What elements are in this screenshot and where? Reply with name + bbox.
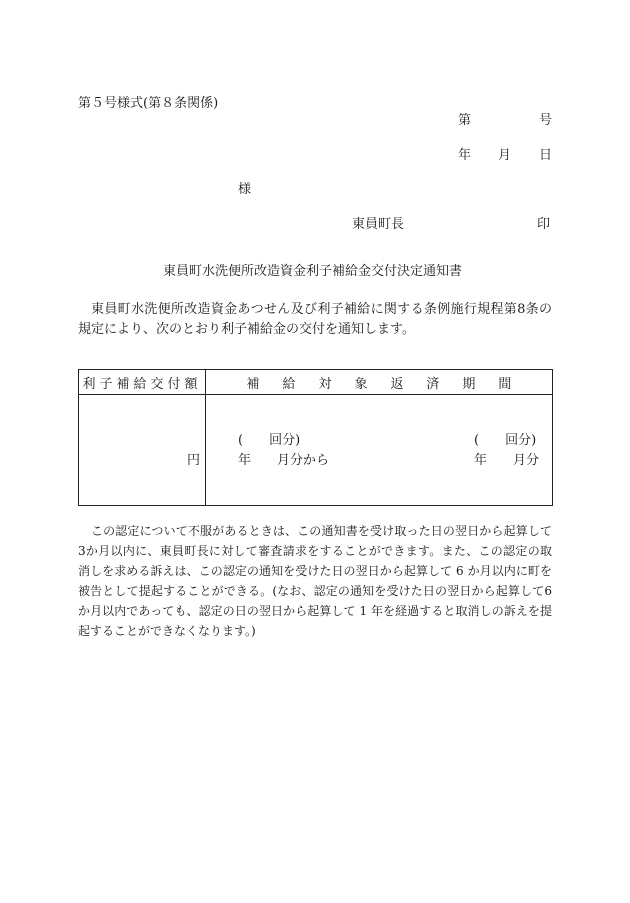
- amount-header: 利子補給交付額: [79, 370, 206, 395]
- document-title: 東員町水洗便所改造資金利子補給金交付決定通知書: [163, 264, 463, 279]
- intro-text: 東員町水洗便所改造資金あつせん及び利子補給に関する条例施行規程第8条の規定により、次のとおり利子補給金の交付を通知します。: [78, 302, 552, 337]
- period-header-char: 給: [282, 376, 296, 392]
- date-year-label: 年: [458, 148, 472, 163]
- period-header-char: 補: [246, 376, 260, 392]
- period-header-char: 象: [354, 376, 368, 392]
- subsidy-table: [78, 369, 553, 506]
- start-date-label: 年 月分から: [238, 453, 330, 468]
- amount-cell: [79, 395, 206, 506]
- seal-mark: 印: [537, 217, 551, 232]
- period-header: [206, 370, 553, 395]
- number-dai-label: 第: [458, 113, 472, 128]
- start-count-label: ( 回分): [238, 433, 301, 448]
- issuer-title: 東員町長: [352, 217, 405, 232]
- number-go-label: 号: [539, 113, 553, 128]
- date-month-label: 月: [498, 148, 512, 163]
- period-header-char: 対: [318, 376, 332, 392]
- period-header-char: 期: [462, 376, 476, 392]
- period-header-char: 返: [390, 376, 404, 392]
- appeal-notice: この認定について不服があるときは、この通知書を受け取った日の翌日から起算して 3か月以内に、東員町長に対して審査請求をすることができます。また、この認定の取消しを求める訴えは、この認定の通知を受けた日の翌日から起算して 6 か月以内に町を被告として提起することができる。(なお、認定の通知を受けた日の翌日から起算して6か月以内であっても、認定の日の翌日から起算して 1 年を経過すると取消しの訴えを提起することができなくなります。): [78, 524, 552, 638]
- addressee-suffix: 様: [238, 182, 252, 197]
- period-cell: [206, 395, 553, 506]
- date-day-label: 日: [539, 148, 553, 163]
- end-date-label: 年 月分: [474, 453, 540, 468]
- period-header-char: 済: [426, 376, 440, 392]
- period-header-char: 間: [498, 376, 512, 392]
- form-label: 第５号様式(第８条関係): [78, 96, 219, 111]
- yen-unit: 円: [186, 453, 200, 468]
- end-count-label: ( 回分): [474, 433, 537, 448]
